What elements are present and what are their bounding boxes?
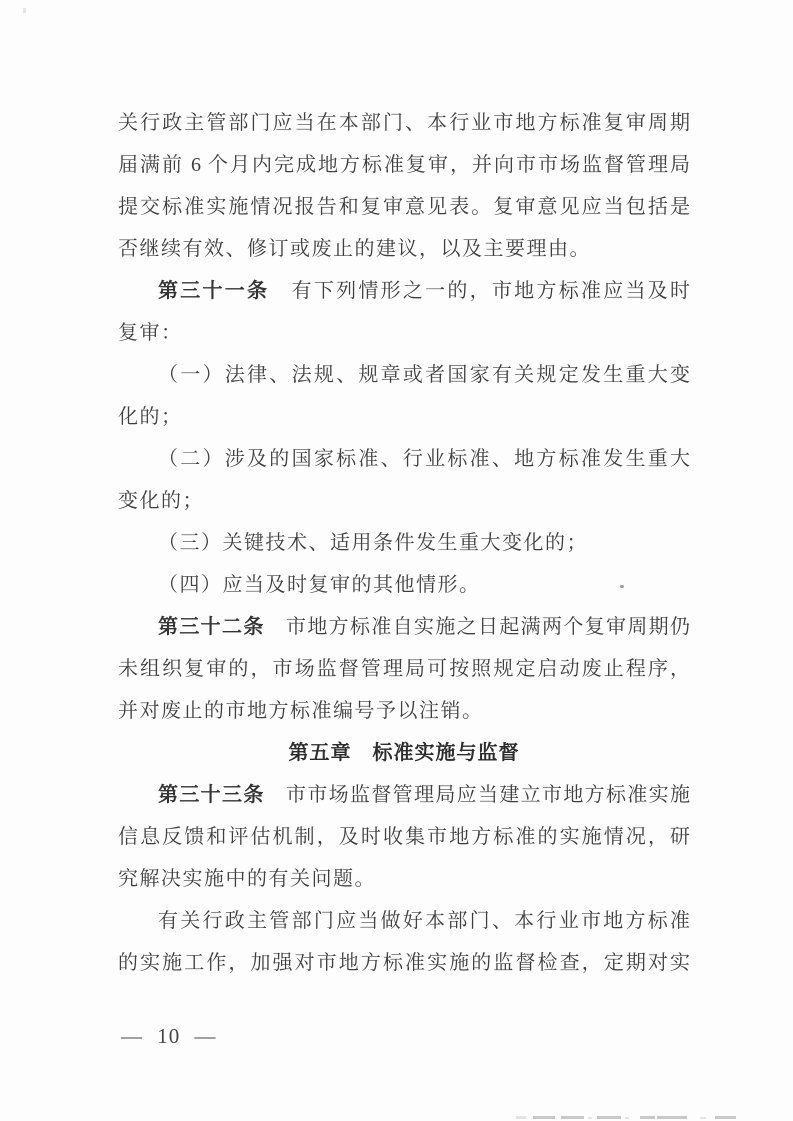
text-line: （一）法律、法规、规章或者国家有关规定发生重大变 <box>158 364 690 386</box>
text-line: （四）应当及时复审的其他情形。 <box>158 574 481 596</box>
article-number: 第三十一条 <box>158 280 270 302</box>
text-line: 届满前 6 个月内完成地方标准复审，并向市市场监督管理局 <box>118 154 690 176</box>
article-line: 第三十一条 有下列情形之一的，市地方标准应当及时 <box>158 280 691 302</box>
text-line: 有关行政主管部门应当做好本部门、本行业市地方标准 <box>158 910 690 932</box>
text-line: 并对废止的市地方标准编号予以注销。 <box>118 700 484 722</box>
scan-artifact <box>597 1116 621 1119</box>
article-number: 第三十三条 <box>158 784 265 806</box>
scan-artifact <box>533 1116 555 1119</box>
document-body <box>118 102 690 984</box>
scan-artifact <box>561 1116 584 1119</box>
scan-artifact <box>516 1116 526 1119</box>
article-line: 第三十二条 市地方标准自实施之日起满两个复审周期仍 <box>158 616 691 638</box>
scan-artifact <box>715 1116 736 1119</box>
article-number: 第三十二条 <box>158 616 265 638</box>
scan-artifact <box>625 1117 629 1119</box>
text-line: 信息反馈和评估机制，及时收集市地方标准的实施情况，研 <box>118 826 690 848</box>
scan-artifact <box>588 1117 592 1119</box>
page-number: — 10 — <box>121 1024 217 1048</box>
text-line: 的实施工作，加强对市地方标准实施的监督检查，定期对实 <box>118 952 690 974</box>
scan-artifact <box>657 1116 687 1119</box>
text-line: 否继续有效、修订或废止的建议，以及主要理由。 <box>118 238 591 260</box>
chapter-heading: 第五章 标准实施与监督 <box>288 742 520 764</box>
scan-artifact <box>640 1116 655 1119</box>
text-line: 未组织复审的，市场监督管理局可按照规定启动废止程序， <box>118 658 690 680</box>
text-line: 复审： <box>118 322 183 344</box>
scan-artifact <box>700 1117 706 1119</box>
text-line: （二）涉及的国家标准、行业标准、地方标准发生重大 <box>158 448 690 470</box>
text-line: （三）关键技术、适用条件发生重大变化的； <box>158 532 588 554</box>
text-line: 提交标准实施情况报告和复审意见表。复审意见应当包括是 <box>118 196 690 218</box>
text-line: 化的； <box>118 406 183 428</box>
text-line: 关行政主管部门应当在本部门、本行业市地方标准复审周期 <box>118 112 690 134</box>
text-line: 变化的； <box>118 490 204 512</box>
article-line: 第三十三条 市市场监督管理局应当建立市地方标准实施 <box>158 784 691 806</box>
text-line: 究解决实施中的有关问题。 <box>118 868 376 890</box>
scan-artifact <box>23 8 26 13</box>
